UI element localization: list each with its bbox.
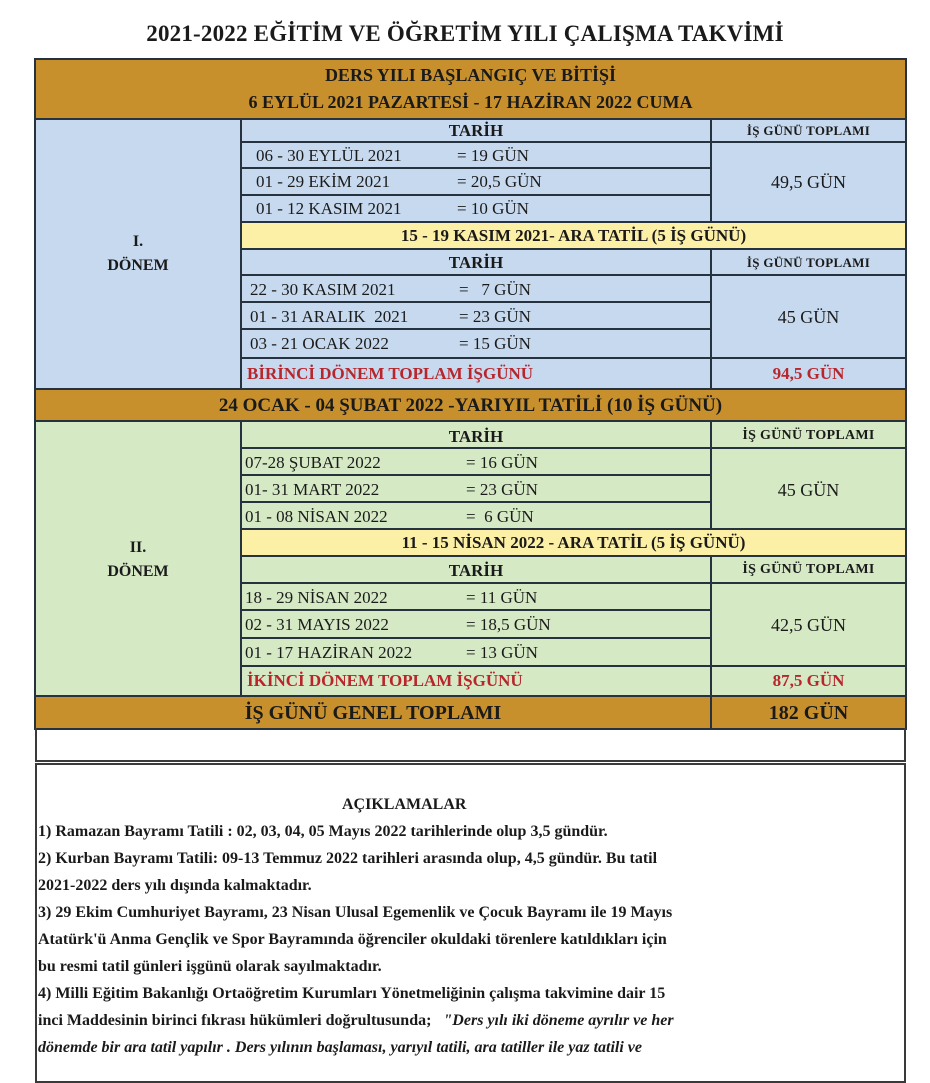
term2-b1-row2-date: 01- 31 MART 2022	[245, 480, 380, 499]
header-line-2: 6 EYLÜL 2021 PAZARTESİ - 17 HAZİRAN 2022 CUMA	[248, 92, 693, 112]
term2-b1-row2-days: = 23 GÜN	[466, 480, 538, 499]
term1-b2-row2-date: 01 - 31 ARALIK 2021	[250, 307, 409, 326]
term1-b2-row1-date: 22 - 30 KASIM 2021	[250, 280, 396, 299]
semester-break-text: 24 OCAK - 04 ŞUBAT 2022 -YARIYIL TATİLİ (10 İŞ GÜNÜ)	[218, 395, 723, 416]
term1-summary-label: BİRİNCİ DÖNEM TOPLAM İŞGÜNÜ	[247, 364, 534, 383]
term1-b1-row3-days: = 10 GÜN	[457, 199, 529, 218]
term1-label-word: DÖNEM	[107, 257, 169, 274]
header-line-1: DERS YILI BAŞLANGIÇ VE BİTİŞİ	[324, 65, 617, 85]
term2-label-num: II.	[129, 539, 147, 556]
note-line-4: 3) 29 Ekim Cumhuriyet Bayramı, 23 Nisan Ulusal Egemenlik ve Çocuk Bayramı ile 19 Mayıs	[38, 904, 673, 921]
term2-b2-row3-days: = 13 GÜN	[466, 643, 538, 662]
term1-b1-row1-days: = 19 GÜN	[457, 146, 529, 165]
term1-b2-row1-days: = 7 GÜN	[459, 280, 531, 299]
term1-break-text: 15 - 19 KASIM 2021- ARA TATİL (5 İŞ GÜNÜ)	[400, 226, 747, 245]
term1-b1-row2-date: 01 - 29 EKİM 2021	[256, 172, 391, 191]
term2-col-tarih: TARİH	[448, 427, 504, 446]
note-line-3: 2021-2022 ders yılı dışında kalmaktadır.	[38, 877, 312, 894]
term2-break-text: 11 - 15 NİSAN 2022 - ARA TATİL (5 İŞ GÜNÜ)	[401, 533, 746, 552]
term1-b2-row2-days: = 23 GÜN	[459, 307, 531, 326]
note-quote: "Ders yılı iki döneme ayrılır ve her	[443, 1012, 674, 1029]
term2-col-tarih-2: TARİH	[448, 561, 504, 580]
term1-b2-row3-days: = 15 GÜN	[459, 334, 531, 353]
term1-b1-row3-date: 01 - 12 KASIM 2021	[256, 199, 402, 218]
term2-b1-row1-days: = 16 GÜN	[466, 453, 538, 472]
term2-b2-total: 42,5 GÜN	[771, 615, 846, 635]
term1-b1-row1-date: 06 - 30 EYLÜL 2021	[256, 146, 402, 165]
page-title: 2021-2022 EĞİTİM VE ÖĞRETİM YILI ÇALIŞMA TAKVİMİ	[146, 21, 784, 46]
note-line-6: bu resmi tatil günleri işgünü olarak sayılmaktadır.	[38, 958, 382, 975]
term1-col-tarih-2: TARİH	[448, 253, 504, 272]
term1-col-isgunu-2: İŞ GÜNÜ TOPLAMI	[746, 255, 871, 270]
term2-b2-row1-date: 18 - 29 NİSAN 2022	[245, 588, 388, 607]
note-line-5: Atatürk'ü Anma Gençlik ve Spor Bayramında öğrenciler okuldaki törenlere katıldıkları için	[38, 931, 667, 948]
term1-b2-row3-date: 03 - 21 OCAK 2022	[250, 334, 389, 353]
notes-heading: AÇIKLAMALAR	[342, 796, 467, 813]
note-line-7: 4) Milli Eğitim Bakanlığı Ortaöğretim Kurumları Yönetmeliğinin çalışma takvimine dair 15	[38, 985, 666, 1002]
term2-b2-row3-date: 01 - 17 HAZİRAN 2022	[245, 643, 413, 662]
term2-summary-value: 87,5 GÜN	[772, 671, 845, 690]
term2-b2-row2-days: = 18,5 GÜN	[466, 615, 551, 634]
term1-col-isgunu: İŞ GÜNÜ TOPLAMI	[746, 123, 871, 138]
term2-b1-total: 45 GÜN	[777, 480, 840, 500]
grand-total-value: 182 GÜN	[768, 702, 849, 724]
term2-b2-row1-days: = 11 GÜN	[466, 588, 538, 607]
term2-col-isgunu: İŞ GÜNÜ TOPLAMI	[742, 428, 875, 443]
term1-col-tarih: TARİH	[448, 121, 504, 140]
grand-total-label: İŞ GÜNÜ GENEL TOPLAMI	[244, 702, 502, 724]
term2-b1-row3-days: = 6 GÜN	[466, 507, 534, 526]
term2-label-word: DÖNEM	[107, 563, 169, 580]
term2-summary-label: İKİNCİ DÖNEM TOPLAM İŞGÜNÜ	[247, 671, 523, 690]
note-line-2: 2) Kurban Bayramı Tatili: 09-13 Temmuz 2022 tarihleri arasında olup, 4,5 gündür. Bu tatil	[38, 850, 658, 867]
term2-b2-row2-date: 02 - 31 MAYIS 2022	[245, 615, 389, 634]
term1-summary-value: 94,5 GÜN	[772, 364, 845, 383]
term1-label-num: I.	[132, 233, 144, 250]
term1-b1-row2-days: = 20,5 GÜN	[457, 172, 542, 191]
term2-col-isgunu-2: İŞ GÜNÜ TOPLAMI	[742, 562, 875, 577]
note-line-8-text: inci Maddesinin birinci fıkrası hükümleri doğrultusunda;	[38, 1012, 432, 1029]
note-line-9: dönemde bir ara tatil yapılır . Ders yılının başlaması, yarıyıl tatili, ara tatiller ile yaz tatili ve	[38, 1039, 642, 1056]
term1-b2-total: 45 GÜN	[777, 307, 840, 327]
note-line-1: 1) Ramazan Bayramı Tatili : 02, 03, 04, 05 Mayıs 2022 tarihlerinde olup 3,5 gündür.	[38, 823, 608, 840]
term2-b1-row3-date: 01 - 08 NİSAN 2022	[245, 507, 388, 526]
note-line-8	[38, 1007, 674, 1034]
term1-b1-total: 49,5 GÜN	[771, 172, 846, 192]
term2-b1-row1-date: 07-28 ŞUBAT 2022	[245, 453, 381, 472]
